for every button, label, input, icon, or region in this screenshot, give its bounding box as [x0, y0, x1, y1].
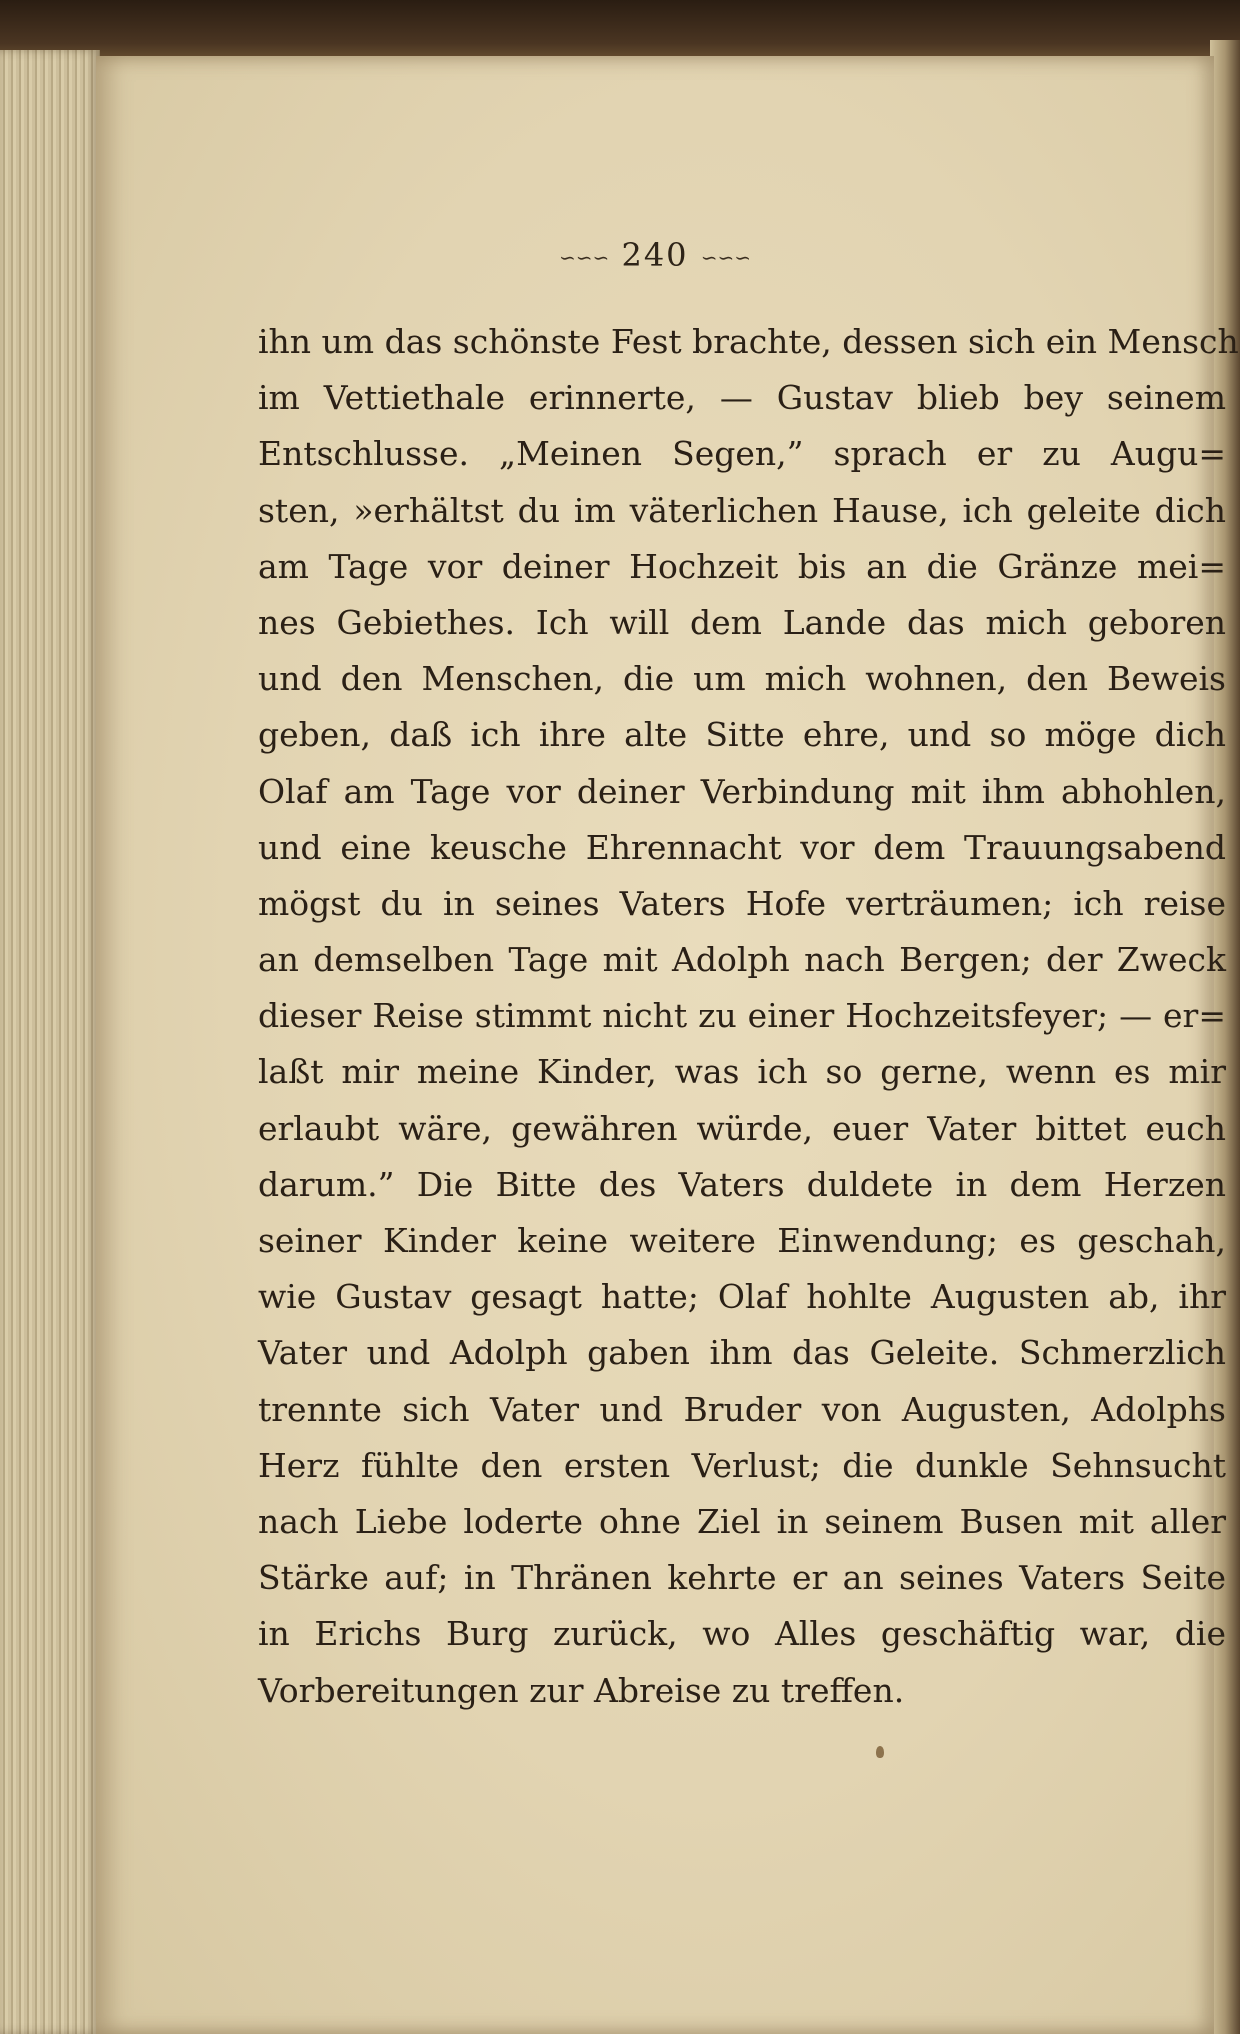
text-line: geben, daß ich ihre alte Sitte ehre, und so möge dich	[258, 715, 1226, 755]
page-number: 240	[621, 236, 689, 274]
text-line: mögst du in seines Vaters Hofe verträumen; ich reise	[258, 883, 1226, 923]
text-line: am Tage vor deiner Hochzeit bis an die Gränze mei=	[258, 546, 1226, 586]
text-line: sten, »erhältst du im väterlichen Hause, ich geleite dich	[258, 490, 1226, 530]
text-line: trennte sich Vater und Bruder von Augusten, Adolphs	[258, 1389, 1226, 1429]
text-line: Entschlusse. „Meinen Segen,” sprach er zu Augu=	[258, 434, 1226, 474]
body-text	[258, 314, 1239, 1719]
text-line: seiner Kinder keine weitere Einwendung; es geschah,	[258, 1221, 1226, 1260]
page-stack-edge	[0, 50, 100, 2034]
text-line: nes Gebiethes. Ich will dem Lande das mich geboren	[258, 602, 1226, 642]
text-line: laßt mir meine Kinder, was ich so gerne, wenn es mir	[258, 1052, 1226, 1092]
text-line: und den Menschen, die um mich wohnen, den Beweis	[258, 659, 1226, 699]
header-ornament-left: ∽∽∽	[559, 245, 610, 270]
text-line: Olaf am Tage vor deiner Verbindung mit ihm abhohlen,	[258, 771, 1226, 811]
text-line: und eine keusche Ehrennacht vor dem Trauungsabend	[258, 827, 1226, 867]
text-line: darum.” Die Bitte des Vaters duldete in dem Herzen	[258, 1164, 1226, 1204]
header-ornament-right: ∽∽∽	[700, 245, 751, 270]
text-line: dieser Reise stimmt nicht zu einer Hochzeitsfeyer; — er=	[258, 996, 1226, 1036]
text-line: ihn um das schönste Fest brachte, dessen sich ein Mensch	[258, 322, 1239, 361]
page-header	[96, 236, 1214, 274]
text-line: Stärke auf; in Thränen kehrte er an seines Vaters Seite	[258, 1558, 1226, 1598]
text-line: an demselben Tage mit Adolph nach Bergen; der Zweck	[258, 940, 1226, 980]
text-line: Herz fühlte den ersten Verlust; die dunkle Sehnsucht	[258, 1445, 1226, 1485]
text-line: im Vettiethale erinnerte, — Gustav blieb bey seinem	[258, 378, 1226, 418]
book-top-edge	[0, 0, 1240, 62]
text-line: erlaubt wäre, gewähren würde, euer Vater bittet euch	[258, 1108, 1226, 1148]
ink-spot	[876, 1746, 884, 1758]
text-line: wie Gustav gesagt hatte; Olaf hohlte Augusten ab, ihr	[258, 1277, 1226, 1317]
text-line: nach Liebe loderte ohne Ziel in seinem Busen mit aller	[258, 1501, 1226, 1541]
text-line: in Erichs Burg zurück, wo Alles geschäftig war, die	[258, 1614, 1226, 1654]
text-line: Vorbereitungen zur Abreise zu treffen.	[258, 1670, 905, 1710]
book-page	[96, 56, 1239, 2034]
text-line: Vater und Adolph gaben ihm das Geleite. Schmerzlich	[258, 1333, 1226, 1373]
